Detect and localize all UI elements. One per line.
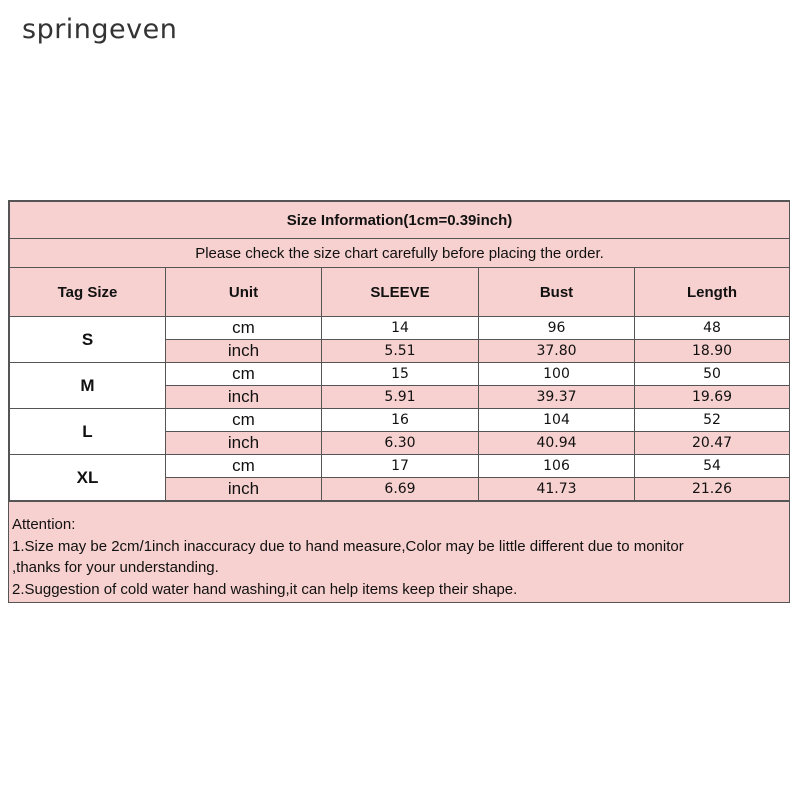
- header-sleeve: SLEEVE: [322, 268, 479, 317]
- sleeve-cm: 16: [322, 409, 479, 432]
- bust-cm: 104: [479, 409, 635, 432]
- table-row: [10, 363, 790, 386]
- unit-inch: inch: [166, 340, 322, 363]
- bust-cm: 100: [479, 363, 635, 386]
- note-line-3: 2.Suggestion of cold water hand washing,it can help items keep their shape.: [12, 580, 518, 598]
- unit-inch: inch: [166, 432, 322, 455]
- length-inch: 20.47: [635, 432, 790, 455]
- header-unit: Unit: [166, 268, 322, 317]
- bust-inch: 40.94: [479, 432, 635, 455]
- note-line-2: ,thanks for your understanding.: [12, 559, 219, 576]
- sleeve-cm: 17: [322, 455, 479, 478]
- length-inch: 21.26: [635, 478, 790, 501]
- length-cm: 54: [635, 455, 790, 478]
- length-cm: 52: [635, 409, 790, 432]
- bust-cm: 96: [479, 317, 635, 340]
- size-table: [9, 201, 790, 501]
- unit-cm: cm: [166, 317, 322, 340]
- bust-inch: 37.80: [479, 340, 635, 363]
- table-row: [10, 317, 790, 340]
- length-cm: 50: [635, 363, 790, 386]
- unit-inch: inch: [166, 386, 322, 409]
- note-line-1: 1.Size may be 2cm/1inch inaccuracy due to hand measure,Color may be little different due to monitor: [12, 537, 684, 555]
- tag-size-m: M: [10, 363, 166, 409]
- notes-heading: Attention:: [12, 516, 76, 533]
- tag-size-l: L: [10, 409, 166, 455]
- chart-title: Size Information(1cm=0.39inch): [10, 202, 790, 239]
- bust-inch: 41.73: [479, 478, 635, 501]
- unit-cm: cm: [166, 455, 322, 478]
- bust-cm: 106: [479, 455, 635, 478]
- brand-watermark: springeven: [22, 14, 178, 45]
- tag-size-s: S: [10, 317, 166, 363]
- sleeve-inch: 6.30: [322, 432, 479, 455]
- sleeve-inch: 6.69: [322, 478, 479, 501]
- header-tag-size: Tag Size: [10, 268, 166, 317]
- sleeve-cm: 15: [322, 363, 479, 386]
- unit-inch: inch: [166, 478, 322, 501]
- attention-notes: [9, 501, 789, 602]
- sleeve-inch: 5.91: [322, 386, 479, 409]
- unit-cm: cm: [166, 363, 322, 386]
- bust-inch: 39.37: [479, 386, 635, 409]
- size-chart: [8, 200, 790, 603]
- unit-cm: cm: [166, 409, 322, 432]
- header-bust: Bust: [479, 268, 635, 317]
- chart-subtitle: Please check the size chart carefully before placing the order.: [10, 239, 790, 268]
- header-row: [10, 268, 790, 317]
- length-inch: 18.90: [635, 340, 790, 363]
- header-length: Length: [635, 268, 790, 317]
- sleeve-inch: 5.51: [322, 340, 479, 363]
- table-row: [10, 455, 790, 478]
- length-cm: 48: [635, 317, 790, 340]
- length-inch: 19.69: [635, 386, 790, 409]
- tag-size-xl: XL: [10, 455, 166, 501]
- sleeve-cm: 14: [322, 317, 479, 340]
- table-row: [10, 409, 790, 432]
